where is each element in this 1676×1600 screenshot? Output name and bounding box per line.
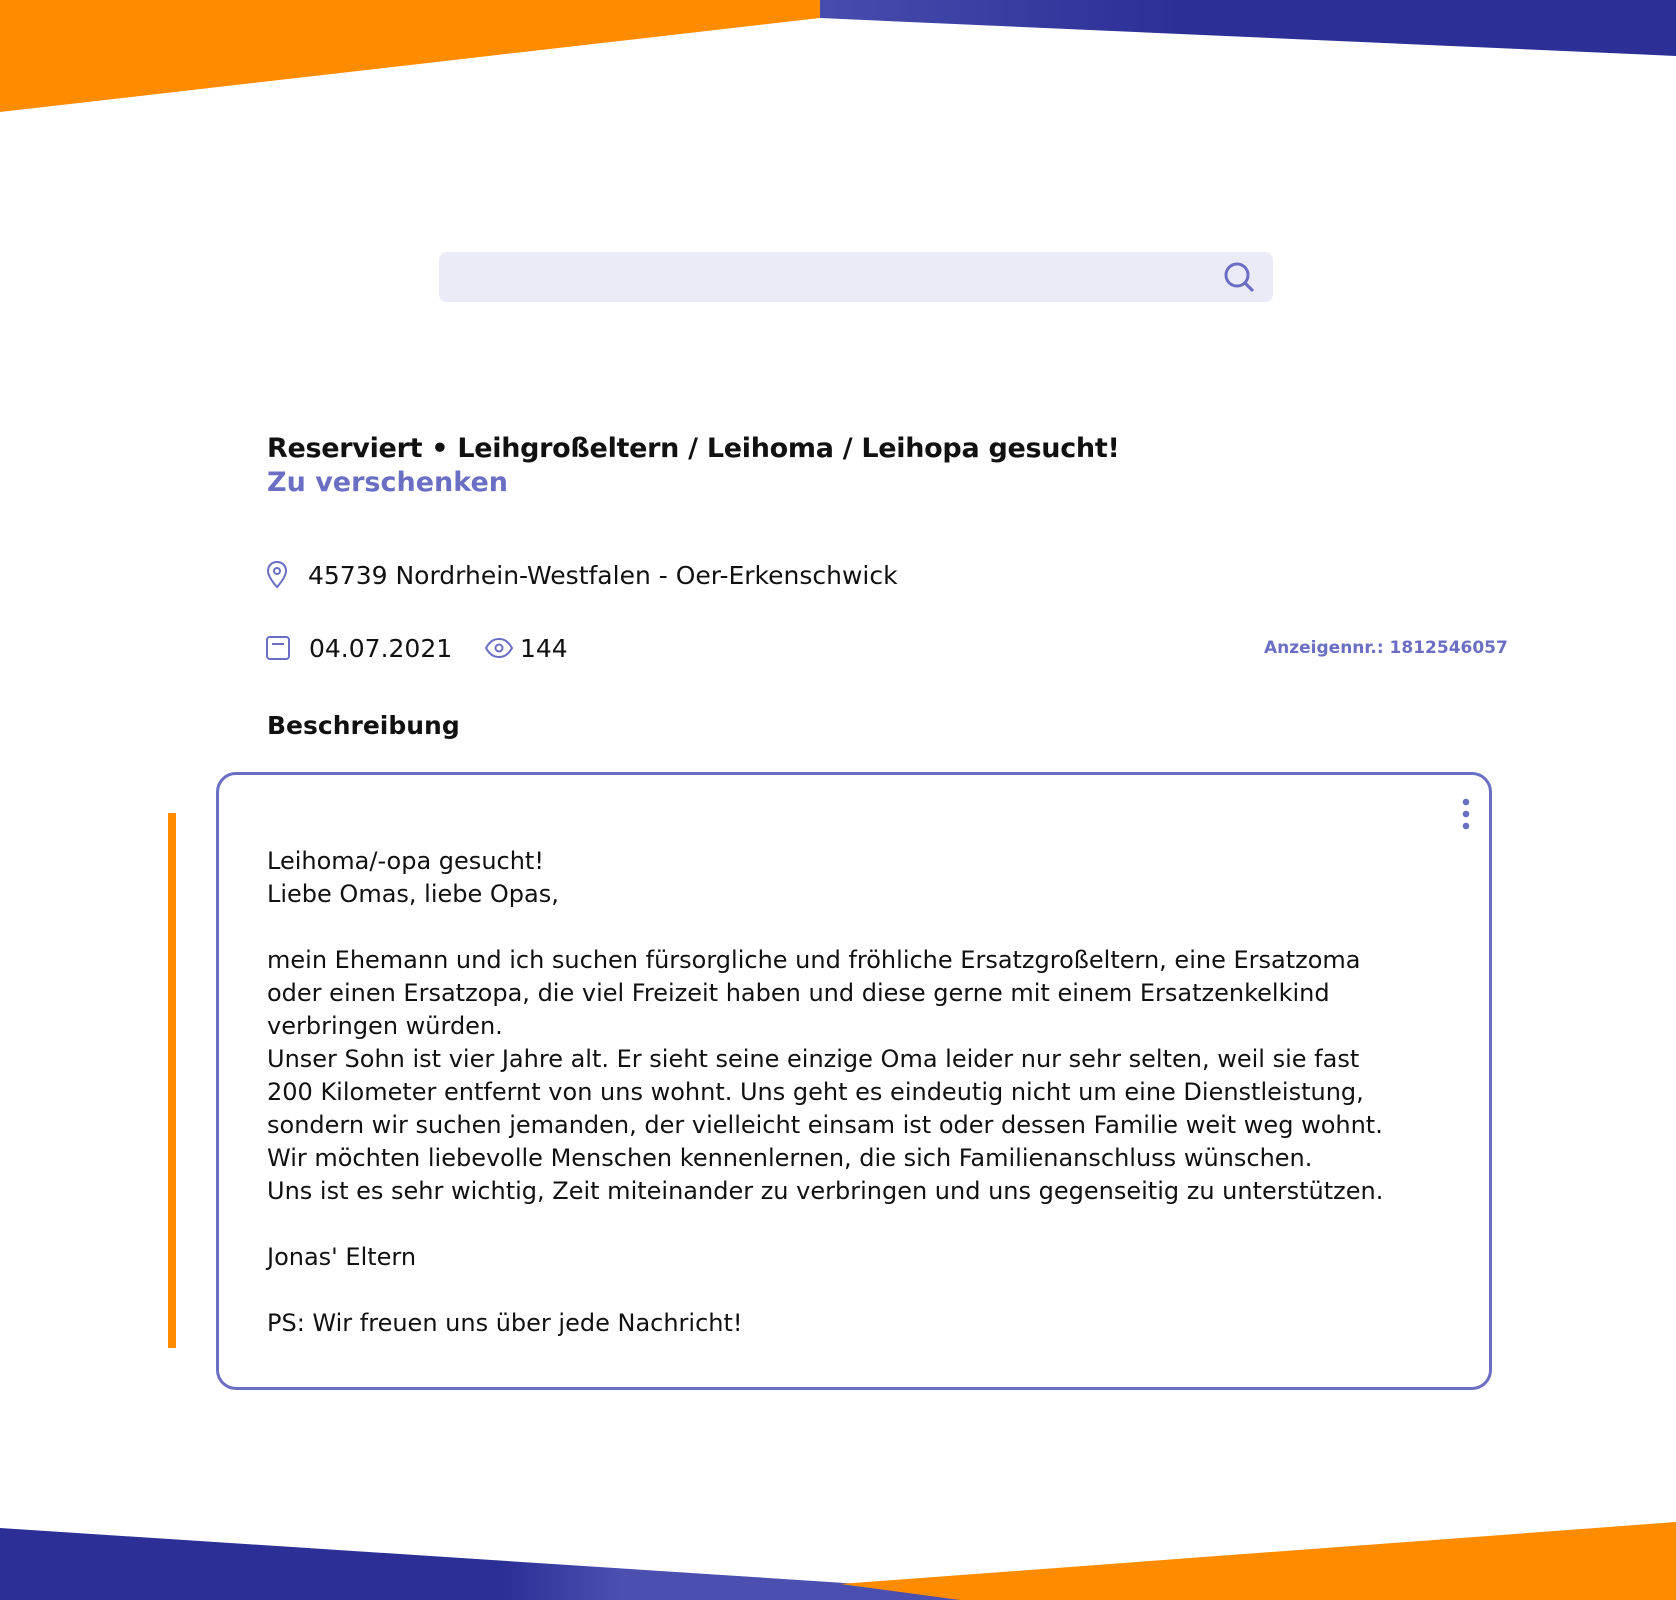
location-row — [264, 557, 898, 593]
description-line: mein Ehemann und ich suchen fürsorgliche und fröhliche Ersatzgroßeltern, eine Ersatzoma — [267, 946, 1361, 974]
calendar-icon — [265, 634, 291, 662]
search-icon[interactable] — [1220, 258, 1258, 296]
description-line: 200 Kilometer entfernt von uns wohnt. Uns geht es eindeutig nicht um eine Dienstleistung, — [267, 1078, 1364, 1106]
search-bar[interactable] — [439, 252, 1273, 302]
description-line: Wir möchten liebevolle Menschen kennenlernen, die sich Familienanschluss wünschen. — [267, 1144, 1313, 1172]
description-line: verbringen würden. — [267, 1012, 503, 1040]
ad-number: Anzeigennr.: 1812546057 — [1264, 638, 1508, 658]
description-line: PS: Wir freuen uns über jede Nachricht! — [267, 1309, 743, 1337]
top-orange-stripe — [0, 0, 820, 112]
ad-price: Zu verschenken — [267, 467, 509, 498]
description-line: Jonas' Eltern — [267, 1243, 417, 1271]
date-row — [265, 630, 452, 666]
eye-icon — [484, 637, 514, 659]
description-line: Unser Sohn ist vier Jahre alt. Er sieht seine einzige Oma leider nur sehr selten, weil sie fast — [267, 1045, 1360, 1073]
description-blank-line — [267, 1274, 1477, 1307]
views-row — [484, 630, 568, 666]
more-vertical-icon[interactable] — [1459, 797, 1473, 831]
accent-bar — [168, 813, 176, 1348]
description-line: oder einen Ersatzopa, die viel Freizeit haben und diese gerne mit einem Ersatzenkelkind — [267, 979, 1330, 1007]
ad-title: Reserviert • Leihgroßeltern / Leihoma / Leihopa gesucht! — [267, 433, 1120, 464]
bottom-navy-stripe — [0, 1528, 1000, 1600]
bottom-decorative-banner — [0, 1480, 1676, 1600]
description-blank-line — [267, 911, 1477, 944]
search-input[interactable] — [455, 252, 1219, 304]
description-line: Liebe Omas, liebe Opas, — [267, 880, 559, 908]
description-card — [216, 772, 1492, 1390]
description-line: Leihoma/-opa gesucht! — [267, 847, 544, 875]
bottom-orange-stripe — [840, 1522, 1676, 1600]
description-text — [267, 845, 1477, 1340]
description-line: Uns ist es sehr wichtig, Zeit miteinander zu verbringen und uns gegenseitig zu unterstützen. — [267, 1177, 1384, 1205]
description-heading: Beschreibung — [267, 711, 460, 740]
views-count: 144 — [520, 633, 568, 663]
description-line: sondern wir suchen jemanden, der vielleicht einsam ist oder dessen Familie weit weg wohnt. — [267, 1111, 1383, 1139]
location-pin-icon — [264, 560, 290, 590]
top-decorative-banner — [0, 0, 1676, 120]
description-blank-line — [267, 1208, 1477, 1241]
top-navy-stripe — [780, 0, 1676, 56]
date-text: 04.07.2021 — [309, 633, 453, 663]
location-text: 45739 Nordrhein-Westfalen - Oer-Erkenschwick — [308, 560, 898, 590]
